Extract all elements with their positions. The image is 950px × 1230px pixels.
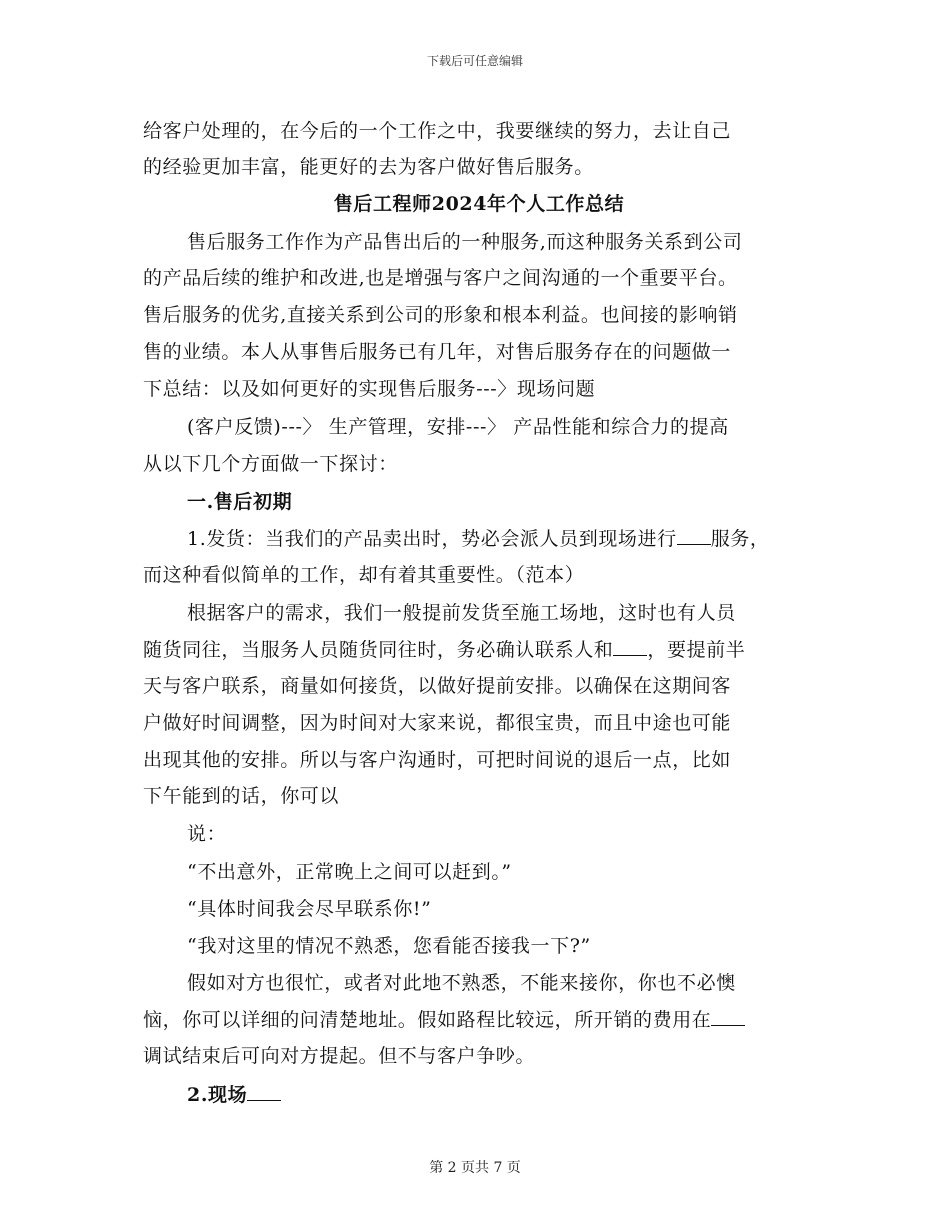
text-line: 售后服务的优劣,直接关系到公司的形象和根本利益。也间接的影响销 — [143, 304, 738, 326]
section-heading — [187, 1080, 281, 1107]
blank-underline — [711, 1011, 745, 1026]
text-line: 而这种看似简单的工作，却有着其重要性。（范本） — [143, 564, 585, 586]
text-line: 根据客户的需求，我们一般提前发货至施工场地，这时也有人员 — [187, 602, 736, 624]
text-segment: 1.发货：当我们的产品卖出时，势必会派人员到现场进行 — [187, 528, 677, 550]
text-line — [143, 1005, 745, 1032]
text-line: 说： — [187, 823, 227, 845]
text-line: 从以下几个方面做一下探讨： — [143, 453, 398, 475]
text-line: 售的业绩。本人从事售后服务已有几年，对售后服务存在的问题做一 — [143, 341, 732, 363]
text-segment: 恼，你可以详细的问清楚地址。假如路程比较远，所开销的费用在 — [143, 1009, 712, 1031]
blank-underline — [677, 530, 711, 545]
text-line: 调试结束后可向对方提起。但不与客户争吵。 — [143, 1045, 536, 1067]
text-line: 天与客户联系，商量如何接货，以做好提前安排。以确保在这期间客 — [143, 675, 732, 697]
document-title: 售后工程师2024年个人工作总结 — [333, 193, 625, 215]
text-line: 的产品后续的维护和改进,也是增强与客户之间沟通的一个重要平台。 — [143, 267, 738, 289]
text-line: 给客户处理的，在今后的一个工作之中，我要继续的努力，去让自己 — [143, 120, 732, 142]
text-segment: 服务， — [710, 528, 770, 550]
text-line — [187, 524, 770, 551]
page-footer: 第 2 页共 7 页 — [429, 1160, 521, 1176]
text-line: (客户反馈)---〉 生产管理，安排---〉 产品性能和综合力的提高 — [187, 416, 729, 438]
text-line: 下午能到的话，你可以 — [143, 785, 340, 807]
text-line: 售后服务工作作为产品售出后的一种服务,而这种服务关系到公司 — [187, 231, 743, 253]
page-header: 下载后可任意编辑 — [426, 54, 523, 68]
text-line: 下总结：以及如何更好的实现售后服务---〉现场问题 — [143, 378, 596, 400]
text-line: 假如对方也很忙，或者对此地不熟悉，不能来接你，你也不必懊 — [187, 972, 736, 994]
text-line — [143, 635, 745, 662]
section-heading: 一.售后初期 — [187, 491, 293, 513]
heading-text: 2.现场 — [187, 1084, 248, 1106]
text-line: 的经验更加丰富，能更好的去为客户做好售后服务。 — [143, 156, 594, 178]
blank-underline — [247, 1086, 281, 1101]
text-line: 出现其他的安排。所以与客户沟通时，可把时间说的退后一点，比如 — [143, 749, 732, 771]
quote-line: “我对这里的情况不熟悉，您看能否接我一下?” — [187, 935, 591, 957]
quote-line: “不出意外，正常晚上之间可以赶到。” — [187, 861, 512, 883]
quote-line: “具体时间我会尽早联系你!” — [187, 898, 432, 920]
text-line: 户做好时间调整，因为时间对大家来说，都很宝贵，而且中途也可能 — [143, 712, 732, 734]
blank-underline — [613, 641, 647, 656]
text-segment: 随货同往，当服务人员随货同往时，务必确认联系人和 — [143, 639, 614, 661]
text-segment: ，要提前半 — [647, 639, 746, 661]
